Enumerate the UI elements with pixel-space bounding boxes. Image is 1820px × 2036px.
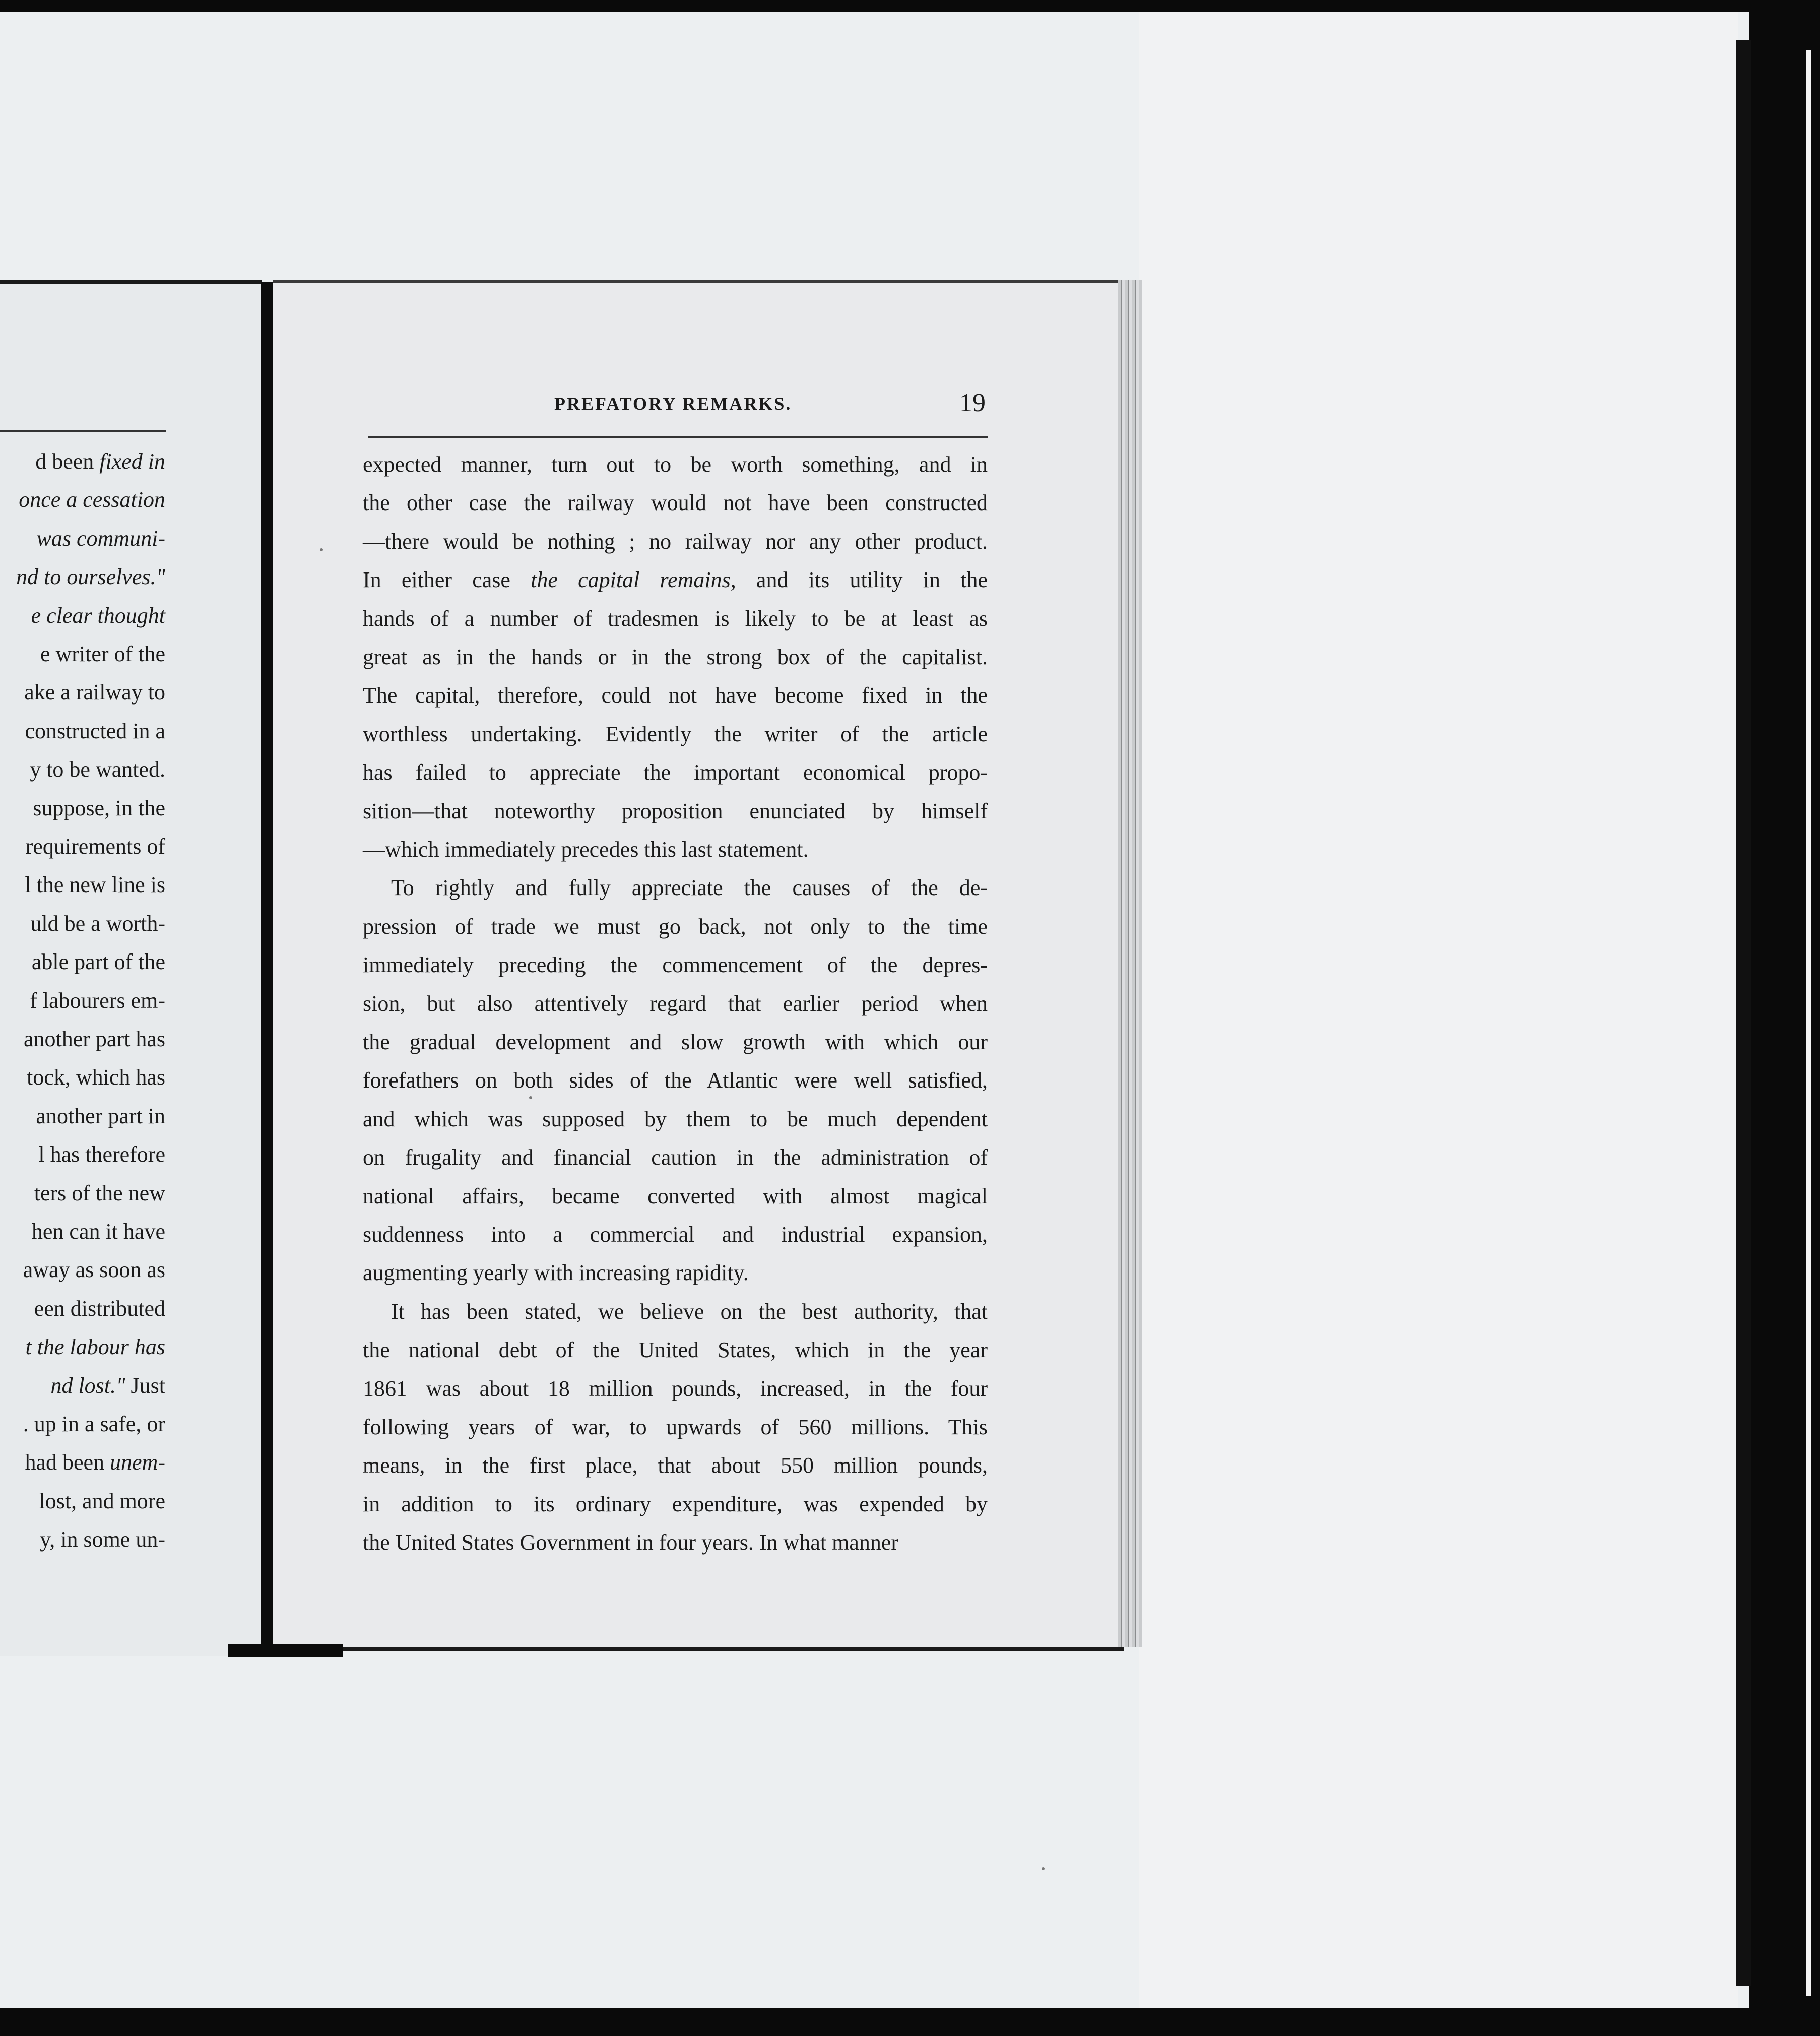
text-line: forefathers on both sides of the Atlantic were well satisfied, [363, 1068, 988, 1093]
left-page-line [26, 832, 165, 862]
left-page-line [32, 1217, 165, 1247]
left-page-line [24, 1024, 165, 1054]
left-line-text: had been [25, 1450, 110, 1475]
left-page-line [40, 1524, 165, 1555]
text-line: It has been stated, we believe on the best authority, that [391, 1299, 988, 1324]
left-line-text: constructed in a [25, 718, 165, 743]
left-page-rule [0, 430, 166, 432]
text-line: The capital, therefore, could not have become fixed in the [363, 683, 988, 708]
left-line-text: another part in [36, 1103, 165, 1128]
left-page-line [39, 1486, 165, 1516]
left-line-text: d been [35, 449, 100, 474]
left-page-line [25, 870, 165, 900]
left-line-tail: Just [125, 1373, 165, 1398]
left-line-italic: once a cessation [19, 487, 165, 513]
text-line: national affairs, became converted with almost magical [363, 1183, 988, 1208]
left-line-text: . up in a safe, or [23, 1412, 165, 1436]
left-page-line [27, 1062, 165, 1093]
text-line: the United States Government in four years. In what manner [363, 1530, 899, 1555]
left-line-text: tock, which has [27, 1065, 165, 1090]
text-line: means, in the first place, that about 550 million pounds, [363, 1453, 988, 1478]
left-page-line [36, 1101, 165, 1131]
left-line-text: ters of the new [34, 1180, 165, 1205]
left-page-line [16, 562, 165, 592]
text-line: expected manner, turn out to be worth something, and in [363, 452, 988, 477]
film-edge-strip [1806, 50, 1811, 1996]
header-rule [368, 436, 988, 438]
text-line: and which was supposed by them to be much dependent [363, 1106, 988, 1131]
film-border-top [0, 0, 1820, 12]
left-line-text: able part of the [31, 949, 165, 975]
left-page-line [19, 485, 165, 515]
left-page-line [34, 1178, 165, 1208]
text-line: on frugality and financial caution in the administration of [363, 1145, 988, 1170]
left-page-line [30, 909, 165, 939]
text-line: 1861 was about 18 million pounds, increased, in the four [363, 1376, 988, 1401]
left-page-line [34, 1294, 165, 1324]
left-line-text: f labourers em- [30, 988, 165, 1013]
left-page-line [38, 1139, 165, 1170]
text-line: sion, but also attentively regard that earlier period when [363, 991, 988, 1016]
left-line-italic: e clear thought [31, 603, 165, 628]
speck [1042, 1867, 1045, 1870]
text-line: immediately preceding the commencement of the depres- [363, 952, 988, 978]
left-page-line [24, 677, 165, 708]
left-line-text: l the new line is [25, 872, 165, 898]
left-line-text: uld be a worth- [30, 911, 165, 936]
page-number: 19 [959, 389, 986, 417]
left-line-text: ake a railway to [24, 680, 165, 705]
left-page-line [40, 639, 165, 669]
text-line: hands of a number of tradesmen is likely to be at least as [363, 606, 988, 631]
text-line: worthless undertaking. Evidently the writer of the article [363, 721, 988, 746]
text-line: sition—that noteworthy proposition enunciated by himself [363, 798, 988, 823]
left-line-text: e writer of the [40, 642, 165, 666]
left-line-text: l has therefore [38, 1142, 165, 1167]
left-line-text: een distributed [34, 1296, 165, 1321]
text-line: augmenting yearly with increasing rapidity. [363, 1260, 749, 1286]
text-line: —which immediately precedes this last statement. [363, 837, 809, 862]
left-page-line [26, 1332, 165, 1362]
film-border-bottom [0, 2008, 1820, 2036]
left-page-line [30, 754, 165, 785]
left-line-text: suppose, in the [33, 795, 165, 820]
left-page-line [25, 716, 165, 746]
left-page-line [23, 1255, 165, 1285]
film-edge [1736, 40, 1751, 1986]
text-line: To rightly and fully appreciate the causes of the de- [391, 875, 988, 901]
text-line: in addition to its ordinary expenditure, was expended by [363, 1491, 988, 1516]
running-head: PREFATORY REMARKS. [554, 394, 792, 414]
left-line-italic: nd lost." [50, 1373, 125, 1398]
left-line-italic: was communi- [36, 526, 165, 551]
book-gutter [261, 282, 273, 1655]
left-page-line [32, 947, 165, 977]
text-line: In either case the capital remains, and its utility in the [363, 567, 988, 593]
left-page [0, 280, 262, 1656]
left-line-text: another part has [24, 1027, 165, 1051]
left-page-line [30, 986, 165, 1016]
left-page-line [31, 601, 165, 631]
speck [529, 1096, 532, 1099]
left-line-italic: nd to ourselves." [16, 564, 165, 590]
left-line-text: lost, and more [39, 1488, 165, 1513]
left-page-line [33, 793, 165, 823]
left-line-text: away as soon as [23, 1257, 165, 1283]
text-line: —there would be nothing ; no railway nor any other product. [363, 529, 988, 554]
background-area [1139, 12, 1738, 2008]
text-line: following years of war, to upwards of 560 millions. This [363, 1415, 988, 1439]
text-line: great as in the hands or in the strong box of the capitalist. [363, 645, 988, 669]
text-line: the gradual development and slow growth with which our [363, 1030, 988, 1054]
left-line-italic: t the labour has [25, 1334, 165, 1360]
book-gutter-foot [228, 1644, 343, 1657]
left-page-line [35, 447, 165, 477]
text-line: has failed to appreciate the important economical propo- [363, 760, 988, 785]
left-page-line [50, 1371, 165, 1401]
left-line-text: y, in some un- [40, 1527, 165, 1552]
left-line-text: hen can it have [31, 1219, 165, 1244]
left-line-italic: fixed in [99, 449, 165, 474]
speck [320, 548, 323, 551]
italic-phrase: the capital remains, [531, 567, 736, 593]
left-line-italic: unem- [110, 1450, 165, 1475]
page-edge [1118, 280, 1142, 1647]
left-page-line [37, 524, 165, 554]
left-page-line [23, 1409, 165, 1439]
text-line: the other case the railway would not have been constructed [363, 490, 988, 516]
left-line-text: y to be wanted. [30, 757, 165, 782]
text-line: pression of trade we must go back, not only to the time [363, 914, 988, 939]
text-line: suddenness into a commercial and industrial expansion, [363, 1222, 988, 1247]
text-line: the national debt of the United States, which in the year [363, 1338, 988, 1363]
left-page-line [25, 1447, 165, 1478]
left-line-text: requirements of [25, 834, 165, 859]
